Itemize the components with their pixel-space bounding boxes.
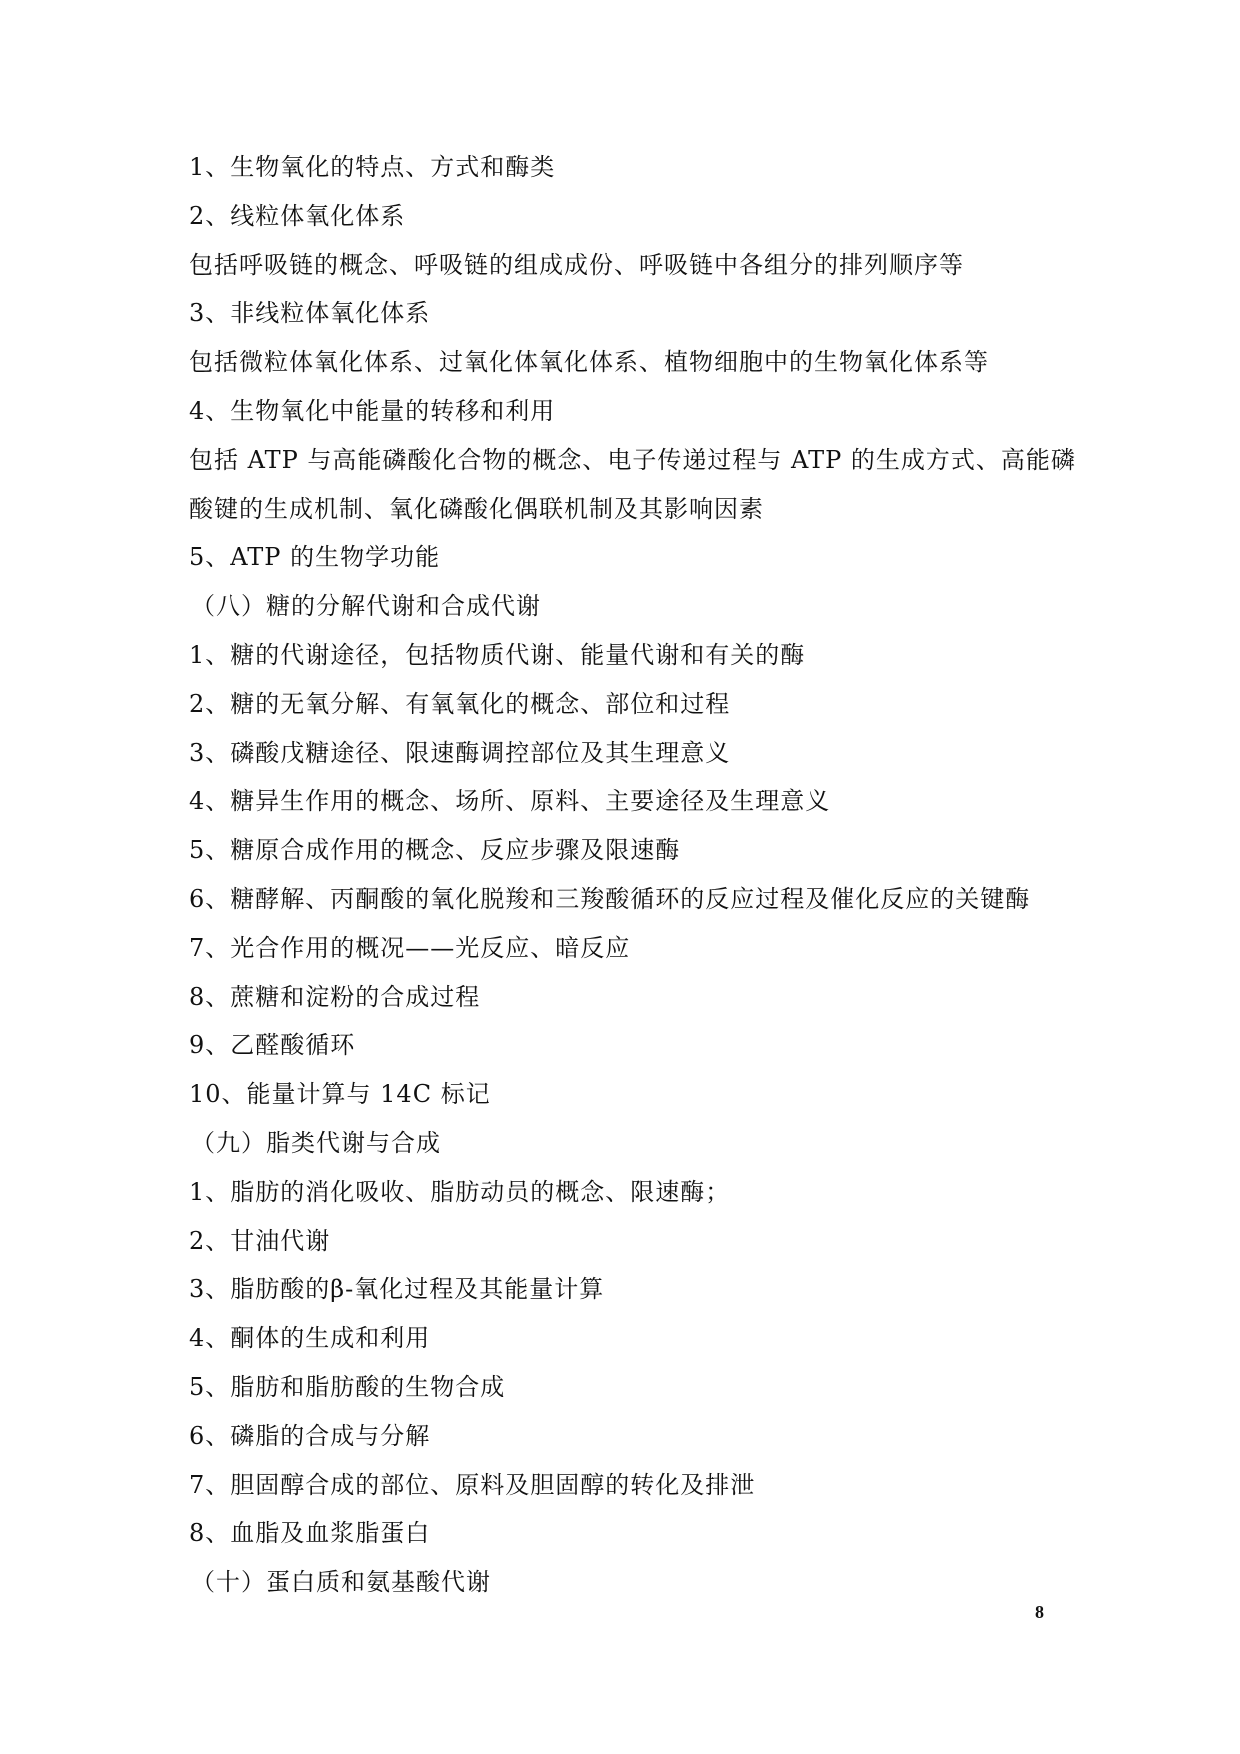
text-line: 7、胆固醇合成的部位、原料及胆固醇的转化及排泄 xyxy=(189,1470,756,1499)
text-line: 包括 ATP 与高能磷酸化合物的概念、电子传递过程与 ATP 的生成方式、高能磷 xyxy=(189,445,1076,474)
section-heading: （十）蛋白质和氨基酸代谢 xyxy=(191,1568,491,1597)
text-line: 1、糖的代谢途径，包括物质代谢、能量代谢和有关的酶 xyxy=(189,640,806,669)
text-line: 2、线粒体氧化体系 xyxy=(189,201,406,230)
text-line: 1、生物氧化的特点、方式和酶类 xyxy=(189,153,556,181)
text-line: 9、乙醛酸循环 xyxy=(189,1031,356,1060)
page-number: 8 xyxy=(1035,1602,1044,1622)
text-line: 2、甘油代谢 xyxy=(189,1226,331,1255)
section-heading: （九）脂类代谢与合成 xyxy=(191,1128,441,1157)
text-body xyxy=(189,143,1076,1607)
text-line: 4、糖异生作用的概念、场所、原料、主要途径及生理意义 xyxy=(189,787,831,816)
text-line: 8、蔗糖和淀粉的合成过程 xyxy=(189,982,481,1011)
section-heading: （八）糖的分解代谢和合成代谢 xyxy=(191,592,541,621)
text-line: 1、脂肪的消化吸收、脂肪动员的概念、限速酶； xyxy=(189,1177,731,1206)
text-line: 5、ATP 的生物学功能 xyxy=(189,543,441,572)
text-line: 5、糖原合成作用的概念、反应步骤及限速酶 xyxy=(189,836,681,865)
text-line: 包括呼吸链的概念、呼吸链的组成成份、呼吸链中各组分的排列顺序等 xyxy=(189,250,964,279)
text-line: 酸键的生成机制、氧化磷酸化偶联机制及其影响因素 xyxy=(189,494,764,523)
text-line: 5、脂肪和脂肪酸的生物合成 xyxy=(189,1372,506,1401)
text-line: 7、光合作用的概况——光反应、暗反应 xyxy=(189,933,631,962)
text-line: 6、糖酵解、丙酮酸的氧化脱羧和三羧酸循环的反应过程及催化反应的关键酶 xyxy=(189,884,1031,913)
text-line: 4、酮体的生成和利用 xyxy=(189,1324,431,1353)
text-line: 4、生物氧化中能量的转移和利用 xyxy=(189,396,556,425)
text-line: 2、糖的无氧分解、有氧氧化的概念、部位和过程 xyxy=(189,689,731,718)
text-line: 3、脂肪酸的β-氧化过程及其能量计算 xyxy=(189,1275,605,1304)
text-line: 10、能量计算与 14C 标记 xyxy=(189,1080,491,1109)
text-line: 8、血脂及血浆脂蛋白 xyxy=(189,1519,431,1548)
text-line: 3、磷酸戊糖途径、限速酶调控部位及其生理意义 xyxy=(189,738,731,767)
text-line: 6、磷脂的合成与分解 xyxy=(189,1421,431,1450)
text-line: 包括微粒体氧化体系、过氧化体氧化体系、植物细胞中的生物氧化体系等 xyxy=(189,348,989,377)
text-line: 3、非线粒体氧化体系 xyxy=(189,299,431,328)
